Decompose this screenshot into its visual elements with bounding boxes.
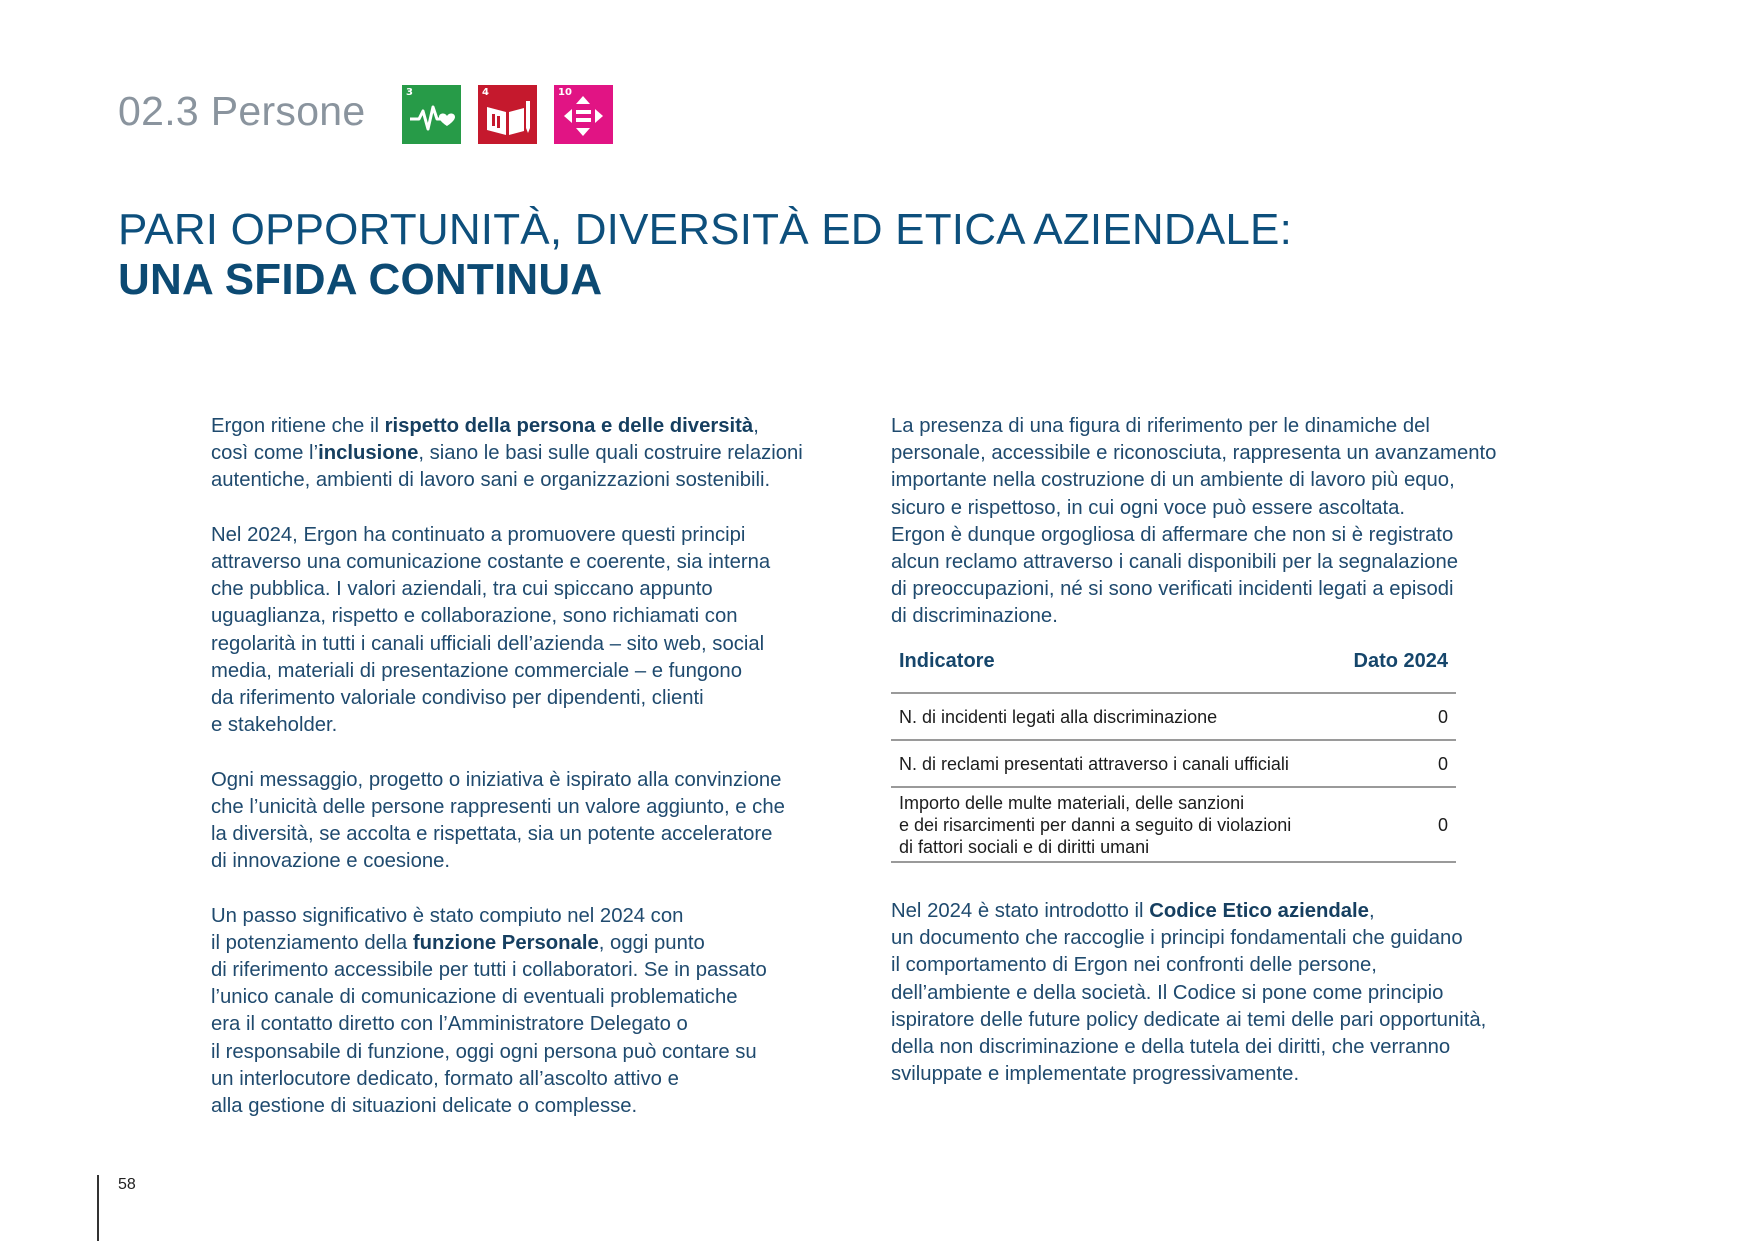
row-label: Importo delle multe materiali, delle sanzioni e dei risarcimenti per danni a seguito di violazioni di fattori sociali e di diritti umani <box>891 787 1336 862</box>
left-column <box>211 413 851 1120</box>
row-label: N. di incidenti legati alla discriminazione <box>891 693 1336 740</box>
row-value: 0 <box>1336 693 1456 740</box>
paragraph-1: Ergon ritiene che il rispetto della persona e delle diversità, così come l’inclusione, siano le basi sulle quali costruire relazioni autentiche, ambienti di lavoro sani e organizzazioni sostenibili. <box>211 415 803 492</box>
row-value: 0 <box>1336 787 1456 862</box>
page-heading <box>118 205 1292 305</box>
heading-line-1: PARI OPPORTUNITÀ, DIVERSITÀ ED ETICA AZIENDALE: <box>118 205 1293 254</box>
table-row <box>891 740 1456 787</box>
paragraph-4: Un passo significativo è stato compiuto nel 2024 con il potenziamento della funzione Personale, oggi punto di riferimento accessibile per tutti i collaboratori. Se in passato l’unico canale di comunicazione di eventuali problematiche era il contatto diretto con l’Amministratore Delegato o il responsabile di funzione, oggi ogni persona può contare su un interlocutore dedicato, formato all’ascolto attivo e alla gestione di situazioni delicate o complesse. <box>211 904 767 1118</box>
section-title: 02.3 Persone <box>118 88 366 134</box>
table-header-value: Dato 2024 <box>1336 650 1456 693</box>
row-value: 0 <box>1336 740 1456 787</box>
right-column <box>891 413 1551 631</box>
paragraph-right-1: La presenza di una figura di riferimento per le dinamiche del personale, accessibile e riconosciuta, rappresenta un avanzamento importante nella costruzione di un ambiente di lavoro più equo, sicuro e rispettoso, in cui ogni voce può essere ascoltata. Ergon è dunque orgogliosa di affermare che non si è registrato alcun reclamo attraverso i canali disponibili per la segnalazione di preoccupazioni, né si sono verificati incidenti legati a episodi di discriminazione. <box>891 415 1497 628</box>
page-divider <box>97 1175 99 1241</box>
table-row <box>891 787 1456 862</box>
sdg-4-quality-education-icon: 4 <box>478 85 537 144</box>
table-header-indicator: Indicatore <box>891 650 1336 693</box>
paragraph-right-2: Nel 2024 è stato introdotto il Codice Etico aziendale, un documento che raccoglie i principi fondamentali che guidano il comportamento di Ergon nei confronti delle persone, dell’ambiente e della società. Il Codice si pone come principio ispiratore delle future policy dedicate ai temi delle pari opportunità, della non discriminazione e della tutela dei diritti, che verranno sviluppate e implementate progressivamente. <box>891 900 1487 1086</box>
right-column-lower <box>891 898 1551 1088</box>
sdg-icons <box>402 85 613 144</box>
indicator-table <box>891 650 1456 863</box>
table-row <box>891 693 1456 740</box>
paragraph-3: Ogni messaggio, progetto o iniziativa è ispirato alla convinzione che l’unicità delle persone rappresenti un valore aggiunto, e che la diversità, se accolta e rispettata, sia un potente acceleratore di innovazione e coesione. <box>211 768 785 873</box>
paragraph-2: Nel 2024, Ergon ha continuato a promuovere questi principi attraverso una comunicazione costante e coerente, sia interna che pubblica. I valori aziendali, tra cui spiccano appunto uguaglianza, rispetto e collaborazione, sono richiamati con regolarità in tutti i canali ufficiali dell’azienda – sito web, social media, materiali di presentazione commerciale – e fungono da riferimento valoriale condiviso per dipendenti, clienti e stakeholder. <box>211 523 771 737</box>
sdg-10-reduced-inequalities-icon: 10 <box>554 85 613 144</box>
page-number: 58 <box>118 1176 136 1193</box>
row-label: N. di reclami presentati attraverso i canali ufficiali <box>891 740 1336 787</box>
heading-line-2: UNA SFIDA CONTINUA <box>118 255 603 304</box>
sdg-3-good-health-icon: 3 <box>402 85 461 144</box>
